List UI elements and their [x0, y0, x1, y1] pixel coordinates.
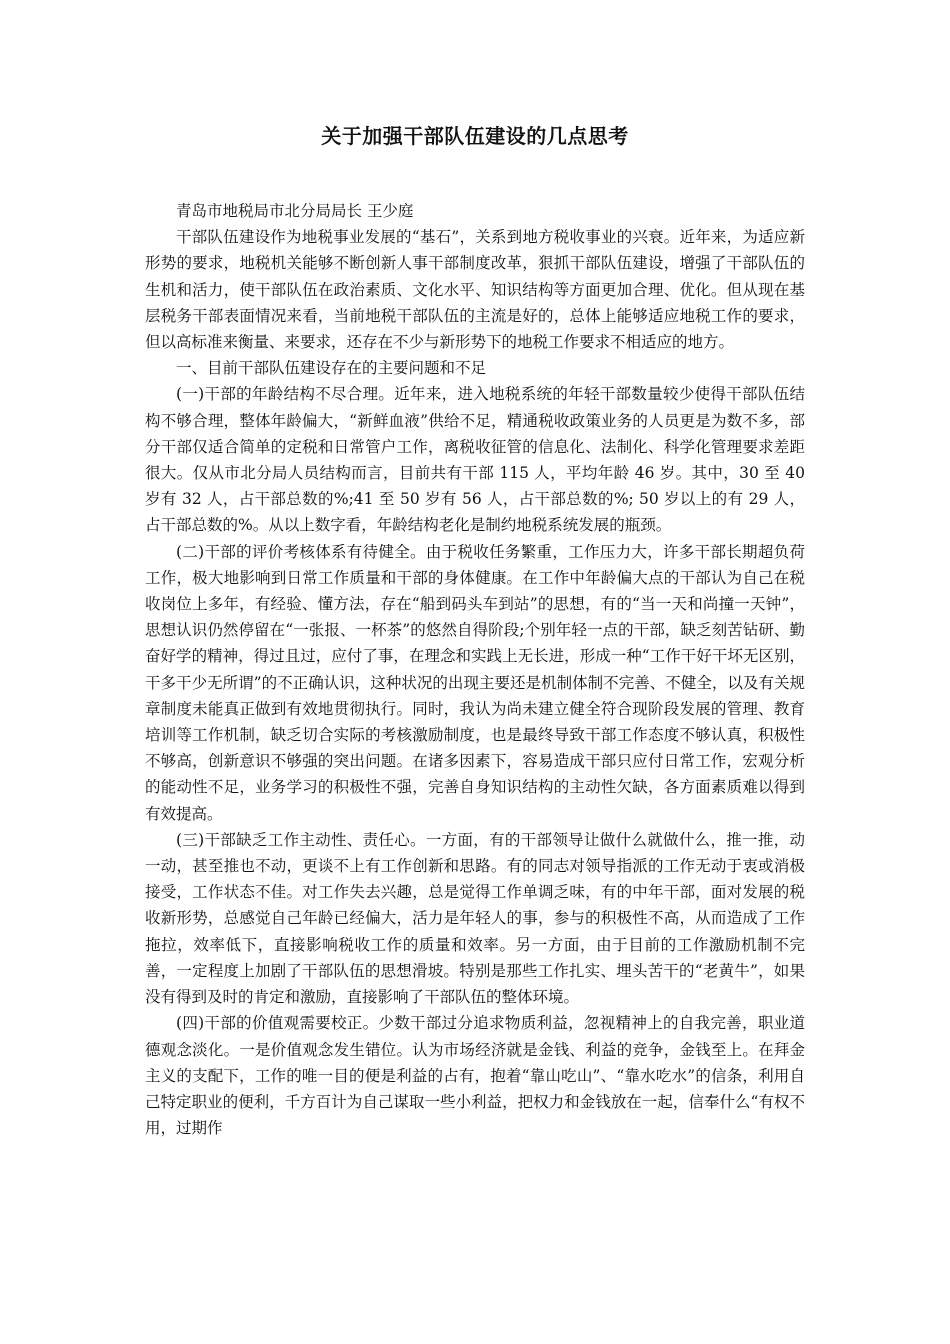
- paragraph-evaluation-system: (二)干部的评价考核体系有待健全。由于税收任务繁重，工作压力大，许多干部长期超负荷工作，极大地影响到日常工作质量和干部的身体健康。在工作中年龄偏大点的干部认为自己在税收岗位上多年，有经验、懂方法，存在“船到码头车到站”的思想，有的“当一天和尚撞一天钟”，思想认识仍然停留在“一张报、一杯茶”的悠然自得阶段;个别年轻一点的干部，缺乏刻苦钻研、勤奋好学的精神，得过且过，应付了事，在理念和实践上无长进，形成一种“工作干好干坏无区别，干多干少无所谓”的不正确认识，这种状况的出现主要还是机制体制不完善、不健全，以及有关规章制度未能真正做到有效地贯彻执行。同时，我认为尚未建立健全符合现阶段发展的管理、教育培训等工作机制，缺乏切合实际的考核激励制度，也是最终导致干部工作态度不够认真，积极性不够高，创新意识不够强的突出问题。在诸多因素下，容易造成干部只应付日常工作，宏观分析的能动性不足，业务学习的积极性不强，完善自身知识结构的主动性欠缺，各方面素质难以得到有效提高。: [145, 542, 805, 823]
- document-body: [145, 198, 805, 1141]
- paragraph-age-structure: (一)干部的年龄结构不尽合理。近年来，进入地税系统的年轻干部数量较少使得干部队伍结构不够合理，整体年龄偏大，“新鲜血液”供给不足，精通税收政策业务的人员更是为数不多，部分干部仅适合简单的定税和日常管户工作，离税收征管的信息化、法制化、科学化管理要求差距很大。仅从市北分局人员结构而言，目前共有干部 115 人，平均年龄 46 岁。其中，30 至 40 岁有 32 人，占干部总数的%;41 至 50 岁有 56 人，占干部总数的%; 50 岁以上的有 29 人，占干部总数的%。从以上数字看，年龄结构老化是制约地税系统发展的瓶颈。: [145, 385, 805, 535]
- paragraph-initiative: (三)干部缺乏工作主动性、责任心。一方面，有的干部领导让做什么就做什么，推一推，动一动，甚至推也不动，更谈不上有工作创新和思路。有的同志对领导指派的工作无动于衷或消极接受，工作状态不佳。对工作失去兴趣，总是觉得工作单调乏味，有的中年干部，面对发展的税收新形势，总感觉自己年龄已经偏大，活力是年轻人的事，参与的积极性不高，从而造成了工作拖拉，效率低下，直接影响税收工作的质量和效率。另一方面，由于目前的工作激励机制不完善，一定程度上加剧了干部队伍的思想滑坡。特别是那些工作扎实、埋头苦干的“老黄牛”，如果没有得到及时的肯定和激励，直接影响了干部队伍的整体环境。: [145, 830, 805, 1007]
- section-heading: 一、目前干部队伍建设存在的主要问题和不足: [176, 359, 487, 378]
- paragraph-intro: 干部队伍建设作为地税事业发展的“基石”，关系到地方税收事业的兴衰。近年来，为适应新形势的要求，地税机关能够不断创新人事干部制度改革，狠抓干部队伍建设，增强了干部队伍的生机和活力，使干部队伍在政治素质、文化水平、知识结构等方面更加合理、优化。但从现在基层税务干部表面情况来看，当前地税干部队伍的主流是好的，总体上能够适应地税工作的要求，但以高标准来衡量、来要求，还存在不少与新形势下的地税工作要求不相适应的地方。: [145, 228, 805, 352]
- document-title: 关于加强干部队伍建设的几点思考: [321, 124, 629, 148]
- byline: 青岛市地税局市北分局局长 王少庭: [176, 202, 414, 220]
- paragraph-values: (四)干部的价值观需要校正。少数干部过分追求物质利益，忽视精神上的自我完善，职业道德观念淡化。一是价值观念发生错位。认为市场经济就是金钱、利益的竞争，金钱至上。在拜金主义的支配下，工作的唯一目的便是利益的占有，抱着“靠山吃山”、“靠水吃水”的信条，利用自己特定职业的便利，千方百计为自己谋取一些小利益，把权力和金钱放在一起，信奉什么“有权不用，过期作: [145, 1014, 805, 1138]
